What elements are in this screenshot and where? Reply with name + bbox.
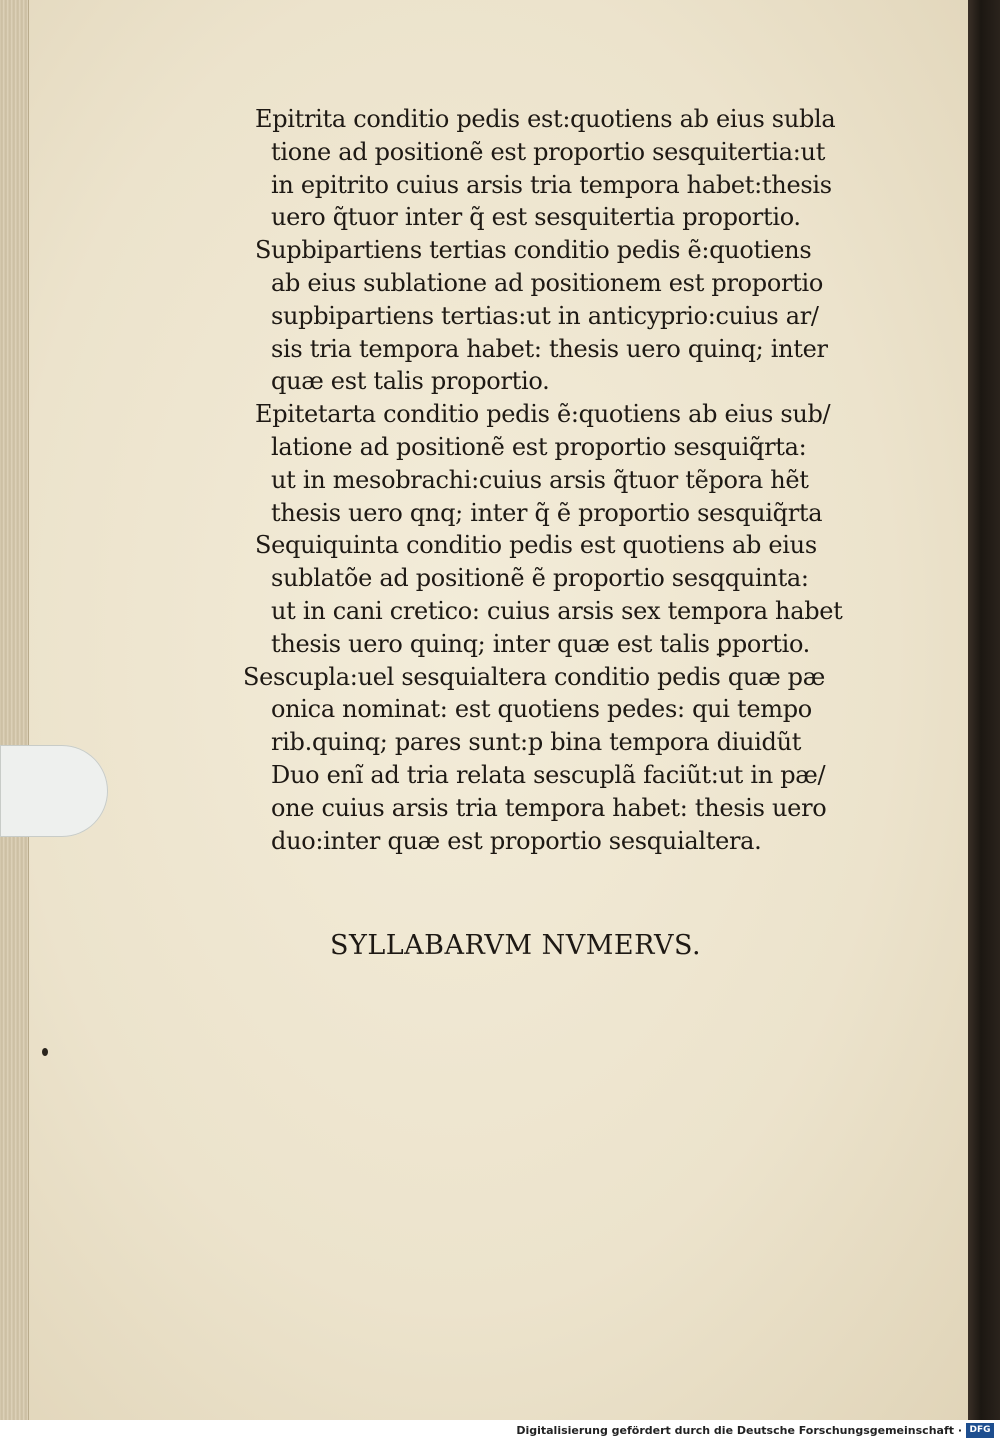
text-line: thesis uero qnq; inter q̃ ẽ proportio sesquiq̃rta (271, 498, 823, 527)
text-line: ab eius sublatione ad positionem est proportio (271, 268, 824, 297)
book-binding (968, 0, 1000, 1420)
ink-speck (42, 1048, 48, 1056)
text-line: supbipartiens tertias:ut in anticyprio:cuius ar/ (271, 301, 819, 330)
text-line: Sequiquinta conditio pedis est quotiens ab eius (255, 531, 817, 560)
text-line: latione ad positionẽ est proportio sesquiq̃rta: (271, 432, 807, 461)
text-line: ut in cani cretico: cuius arsis sex tempora habet (271, 596, 843, 625)
footer-credit: Digitalisierung gefördert durch die Deutsche Forschungsgemeinschaft · (516, 1424, 962, 1437)
text-line: quæ est talis proportio. (271, 367, 550, 396)
section-heading: SYLLABARVM NVMERVS. (330, 930, 702, 961)
text-line: Epitrita conditio pedis est:quotiens ab eius subla (255, 105, 836, 133)
footer-bar (0, 1420, 1000, 1443)
text-line: tione ad positionẽ est proportio sesquitertia:ut (271, 137, 826, 166)
dfg-logo-icon: DFG (966, 1423, 994, 1438)
text-line: Duo enĩ ad tria relata sescuplã faciũt:ut in pæ/ (271, 760, 826, 789)
text-line: rib.quinq; pares sunt:p bina tempora diuidũt (271, 728, 802, 757)
body-text (243, 103, 865, 857)
text-line: Sescupla:uel sesquialtera conditio pedis quæ pæ (243, 662, 825, 691)
text-line: ut in mesobrachi:cuius arsis q̃tuor tẽpora hẽt (271, 465, 809, 494)
text-line: sis tria tempora habet: thesis uero quinq; inter (271, 334, 828, 363)
text-line: Epitetarta conditio pedis ẽ:quotiens ab eius sub/ (255, 400, 831, 429)
text-line: thesis uero quinq; inter quæ est talis ꝑportio. (271, 629, 811, 658)
text-line: one cuius arsis tria tempora habet: thesis uero (271, 793, 827, 822)
text-line: Supbipartiens tertias conditio pedis ẽ:quotiens (255, 236, 812, 265)
bookmark-slip (0, 745, 108, 837)
text-line: duo:inter quæ est proportio sesquialtera. (271, 826, 762, 855)
text-line: uero q̃tuor inter q̃ est sesquitertia proportio. (271, 203, 801, 232)
text-line: in epitrito cuius arsis tria tempora habet:thesis (271, 170, 832, 199)
text-line: onica nominat: est quotiens pedes: qui tempo (271, 695, 812, 724)
text-line: sublatõe ad positionẽ ẽ proportio sesqquinta: (271, 564, 809, 593)
